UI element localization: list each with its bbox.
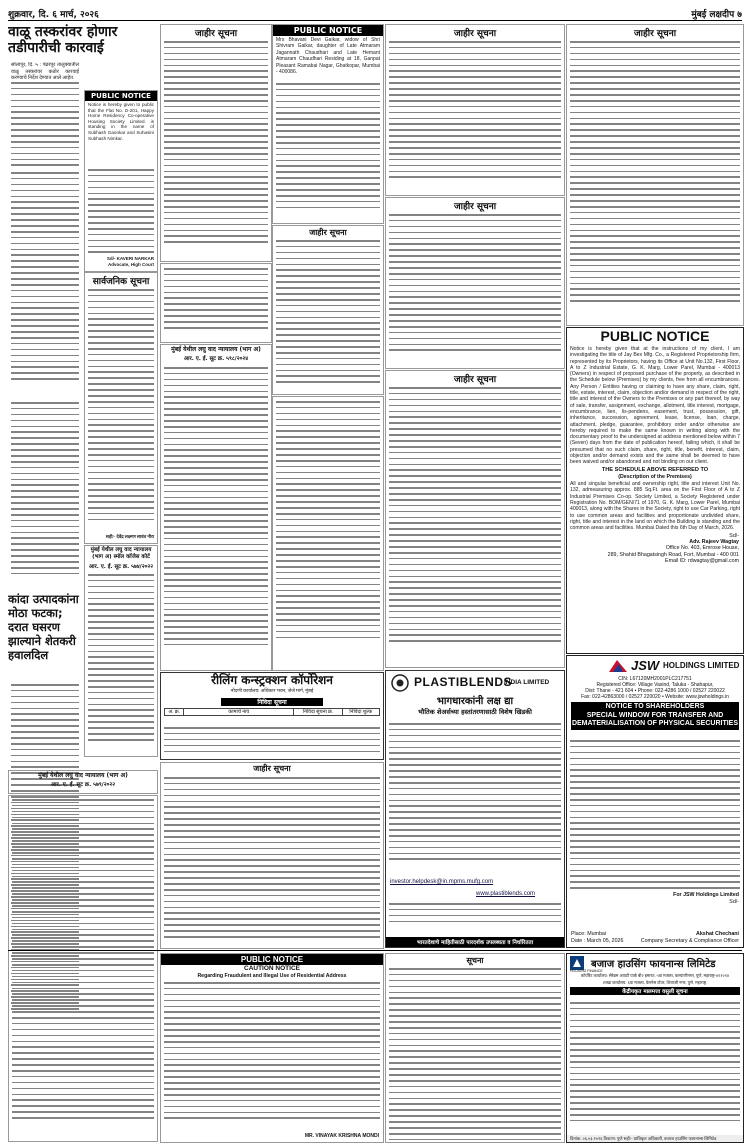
- jsw-notice2: SPECIAL WINDOW FOR TRANSFER AND: [586, 711, 724, 719]
- plastiblends-ad: [385, 670, 565, 948]
- col4-schedule-text: All and singular beneficial and ownership right, title and interest Unit No. 132, admeasuring approx. 885 Sq.Ft. area on the First Floor of A to Z Industrial Premises Co-op. Society Limited, a Society Registered under Registration No. BOM/GEN/71 of 1970, G. K. Marg, Lower Parel, Mumbai 400013, along with the Shares in the Society, right to use Car Parking, right to use common areas and facilities and proportionate undivided share, right, title and interest in the land on which the Building is standing and the common areas and facilities. Mumbai Dated this 6th Day of March, 2026.: [570, 481, 740, 532]
- jsw-notice3: DEMATERIALISATION OF PHYSICAL SECURITIES: [571, 720, 739, 727]
- col1-court2-title: मुंबई येथील लघु वाद न्यायालय (भाग अ): [38, 772, 128, 779]
- col1-court2-head: [8, 770, 158, 794]
- jsw-role: Company Secretary & Compliance Officer: [640, 937, 739, 944]
- tender-company-name: रीलिंग कन्स्ट्रक्शन कॉर्पोरेशन: [211, 673, 333, 687]
- plastiblends-logo: [386, 671, 564, 695]
- jsw-date: Date : March 05, 2026: [571, 937, 624, 944]
- col2-case-no: आर. ए. ई. सूट क्र. ५९८/२०२४: [183, 356, 249, 362]
- col2-pn-text: Mrs Bhavani Devi Gaikar, widow of Shri Shivram Gaikar, daughter of Late Atmaram Jagannath Chaudhari and Late Hemant Atmaram Chaudhari Residing at 18, Ganpat Pleasant Ramabai Nagar, Ghatkopar, Mumbai - 400086.: [276, 37, 380, 76]
- col4-schedule-title: THE SCHEDULE ABOVE REFERRED TO: [601, 466, 709, 473]
- col3-notice-2: [385, 197, 565, 369]
- col4-pn-text: Notice is hereby given that at the instructions of my client, I am investigating the title of Jay Bex Mfg. Co., a Registered Proprietorship firm, represented by its Proprietors, having its Office at Unit No.132, First Floor, A to Z Industrial Estate, G. K. Marg, Lower Parel, Mumbai - 400013 (Owners) in respect of proposed purchase of the property, as described in the Schedule below (Premises) by my clients, free from all encumbrances. Any Person / Entities having or claiming to have any share, claim, right, title, estate, interest, claim, objection and/or demand in respect of the right, title and interest of the Owners to the Premises or any part thereof, by way of sale, transfer, assignment, exchange, allotment, title interest, mortgage, encumbrance, lien, lis-pendens, easement, trust, possession, gift, inheritance, succession, agreement, lease, license, loan, charge, attachment, pledge, guarantee, prohibitory order and/or otherwise are hereby required to make the same known in writing along with the documentary proof to the undersigned at address mentioned below within 7 (Seven) days from the date of publication hereof, failing which, it shall be presumed that no such claim, share, right, title, benefit, interest, claim, objection and/or demand exists and the same shall be deemed to have been waived and/or abandoned and not binding on our client.: [570, 346, 740, 466]
- col4-notice-title: जाहीर सूचना: [633, 29, 677, 39]
- bottom-court-notice: [385, 953, 565, 1143]
- col3-notice3-title: जाहीर सूचना: [453, 375, 497, 385]
- col4-signer-block: [567, 533, 743, 565]
- col4-signer-addr1: Office No. 403, Emrose House,: [665, 545, 739, 552]
- bajaj-logo-icon: [570, 956, 584, 970]
- tender-col-no: अ. क्र.: [165, 709, 184, 715]
- col2-jahir-notice-wide: [160, 762, 384, 949]
- jsw-signer: For JSW Holdings Limited: [673, 892, 739, 898]
- jsw-holdings-ad: [566, 655, 744, 948]
- plastiblends-logo-icon: [390, 673, 414, 693]
- col2-notice-3: [272, 225, 384, 395]
- jsw-cin: CIN: L67120MH2001PLC217751: [618, 676, 692, 682]
- plastiblends-footer: भारतदेशाचे माहितीसाठी पारदर्शक उपलब्धता व निर्धारितता: [386, 937, 564, 947]
- col1-case-no: आर. ए. ई. सूट क्र. ५७४/२०२२: [88, 564, 154, 570]
- jsw-signer-block: [673, 892, 739, 905]
- jsw-office: Registered Office: Village Vasind, Taluka - Shahapur,: [596, 682, 714, 688]
- bajaj-logo-text: HOUSING FINANCE: [570, 969, 603, 973]
- col1-article: [8, 62, 82, 170]
- col4-schedule-sub: (Description of the Premises): [618, 473, 692, 480]
- col2-tender-ad: [160, 672, 384, 760]
- jsw-place-date: [571, 931, 623, 944]
- tender-col-work: कामाचे नाव: [184, 709, 294, 715]
- plastiblends-email[interactable]: investor.helpdesk@in.mpms.mufg.com: [390, 879, 494, 885]
- col1-notice2-title: सार्वजनिक सूचना: [92, 277, 150, 287]
- jsw-place: Place: Mumbai: [571, 931, 607, 937]
- header-date: शुक्रवार, दि. ६ मार्च, २०२६: [8, 10, 99, 20]
- col1-court-title: मुंबई येथील लघु वाद न्यायालय (भाग अ) स्मॉल कॉजेस कोर्ट: [90, 547, 152, 560]
- col1-case-no2: आर. ए. ई. सूट क्र. ५७९/२०२२: [50, 782, 116, 788]
- col2-pn-title: PUBLIC NOTICE: [273, 25, 383, 36]
- col1-headline2-block: [8, 592, 82, 680]
- plastiblends-sub2: भौतिक शेअर्सच्या हस्तांतरणासाठी विशेष खिडकी: [418, 708, 532, 716]
- jsw-logo-text: JSW: [631, 658, 660, 673]
- tender-col-fee: निविदा शुल्क: [349, 709, 373, 715]
- col2-public-notice: [272, 24, 384, 224]
- col1-article-cont: [8, 170, 82, 400]
- bajaj-sub2: शाखा कार्यालय: ६वा मजला, वेलनेस टॉवर, शिवाजी नगर, पुणे, महाराष्ट्र.: [602, 980, 708, 986]
- plastiblends-name: PLASTIBLENDS: [414, 675, 513, 689]
- col4-signer-addr2: 289, Shahid Bhagatsingh Road, Fort, Mumbai - 400 001: [607, 551, 739, 558]
- caution-sub2: Regarding Fraudulent and Illegal Use of Residential Address: [197, 973, 347, 979]
- col4-signer-email: Email ID: rdwagtay@gmail.com: [665, 558, 739, 565]
- jsw-logo-icon: [607, 658, 629, 674]
- col2-notice: [160, 24, 272, 262]
- jsw-fax: Fax: 022-42863000 / 02527 220020 • Website: www.jswholdings.in: [581, 694, 729, 700]
- col3-notice-3: [385, 370, 565, 668]
- col2-notice3-title: जाहीर सूचना: [309, 228, 347, 237]
- col3-notice: [385, 24, 565, 196]
- col4-public-notice: [566, 327, 744, 654]
- col1-notice2-signer: सही/- देवेंद्र लक्ष्मण सावंत नीरा: [105, 534, 154, 540]
- bajaj-header: [567, 954, 743, 972]
- jsw-person: Akshat Chechani: [696, 931, 739, 937]
- col2-notice-title: जाहीर सूचना: [194, 29, 238, 39]
- caution-sub: CAUTION NOTICE: [244, 965, 300, 972]
- col4-pn-title: PUBLIC NOTICE: [600, 328, 710, 344]
- caution-notice: [160, 953, 384, 1143]
- bajaj-housing-ad: [566, 953, 744, 1143]
- col3-notice-title: जाहीर सूचना: [453, 29, 497, 39]
- col2-notice-small: [160, 263, 272, 343]
- jsw-header: [567, 656, 743, 676]
- jsw-office2: Dist: Thane - 421 604 • Phone: 022-4286 1000 / 02527 220022: [585, 688, 725, 694]
- bottom-divider: [8, 950, 742, 951]
- caution-pn-title: PUBLIC NOTICE: [161, 954, 383, 965]
- col2-wide-title: जाहीर सूचना: [253, 764, 291, 773]
- page-header: [8, 6, 742, 21]
- plastiblends-website[interactable]: www.plastiblends.com: [476, 891, 536, 897]
- col1-court2-body: [8, 795, 158, 1142]
- plastiblends-sub: INDIA LIMITED: [504, 679, 550, 686]
- tender-company-sub: नोंदणी कार्यालय: अधिकार भवन, जेजे मार्ग, मुंबई: [230, 689, 314, 694]
- col1-notice-signer: Sd/- KAVERI NARKAR Advocate, High Court: [106, 255, 154, 268]
- col4-notice: [566, 24, 744, 326]
- bajaj-name: बजाज हाउसिंग फायनान्स लिमिटेड: [591, 959, 716, 970]
- jsw-name: HOLDINGS LIMITED: [663, 661, 740, 670]
- jsw-sd: Sd/-: [729, 898, 739, 905]
- caution-signer: MR. VINAYAK KRISHNA MONDI: [304, 1133, 379, 1139]
- col1-public-notice-2: [84, 272, 158, 544]
- col4-signer: Sd/-: [729, 532, 739, 539]
- jsw-notice-banner: [571, 702, 739, 730]
- col1-notice-text: Notice is hereby given to public that the Flat No. D-201, Happy Home Residency Co-operative Housing Society Limited. is standing in the name of Subhash Gaonkar and Suhasini Subhash Nimkar.: [88, 102, 154, 141]
- bajaj-title: केंद्रीयकृत मालमत्ता वसुली सूचना: [570, 987, 740, 995]
- tender-col-notice: निविदा सूचना क्र.: [294, 709, 342, 715]
- col1-notice-title: PUBLIC NOTICE: [85, 91, 157, 101]
- col2-court-title: मुंबई येथील लघु वाद न्यायालय (भाग अ): [171, 346, 261, 353]
- jsw-notice: NOTICE TO SHAREHOLDERS: [605, 703, 705, 710]
- col4-signer-name: Adv. Rajeev Wagtay: [689, 538, 739, 545]
- bottom-court-title: सूचना: [466, 956, 484, 965]
- col3-notice2-title: जाहीर सूचना: [453, 202, 497, 212]
- col1-court-notice: [84, 545, 158, 757]
- col1-article-2: [8, 400, 82, 590]
- bajaj-footer: दिनांक: ०६.०३.२०२६ ठिकाण: पुणे सही/- प्राधिकृत अधिकारी, बजाज हाउसिंग फायनान्स लिमिटेड: [567, 1135, 743, 1143]
- col2-notice-4: [272, 396, 384, 671]
- tender-table-head: [164, 708, 380, 716]
- col1-headline2: कांदा उत्पादकांना मोठा फटका; दरात घसरण झाल्याने शेतकरी हवालदिल: [8, 592, 79, 662]
- header-paper-name: मुंबई लक्षदीप ७: [691, 10, 742, 20]
- plastiblends-notice: भागधारकांनी लक्ष द्या: [436, 696, 514, 707]
- col1-headline: वाळू तस्करांवर होणार तडीपारीची कारवाई: [8, 24, 118, 56]
- jsw-person-block: [641, 931, 739, 944]
- col1-public-notice: [84, 90, 158, 272]
- col1-dateline: सोलापूर, दि. ५ : पंढरपूर तालुक्यातील वाळू तस्करांवर कठोर कारवाई करण्याचे निर्देश देण्यात आले आहेत.: [11, 63, 79, 82]
- bajaj-sub: कॉर्पोरेट कार्यालय: सेरेब्रम आयटी पार्क बी२ इमारत, ५वा मजला, कल्याणीनगर, पुणे, महाराष्ट्र-४११०१४: [580, 973, 730, 978]
- tender-title: निविदा सूचना: [221, 698, 323, 706]
- col2-court-notice: [160, 344, 272, 671]
